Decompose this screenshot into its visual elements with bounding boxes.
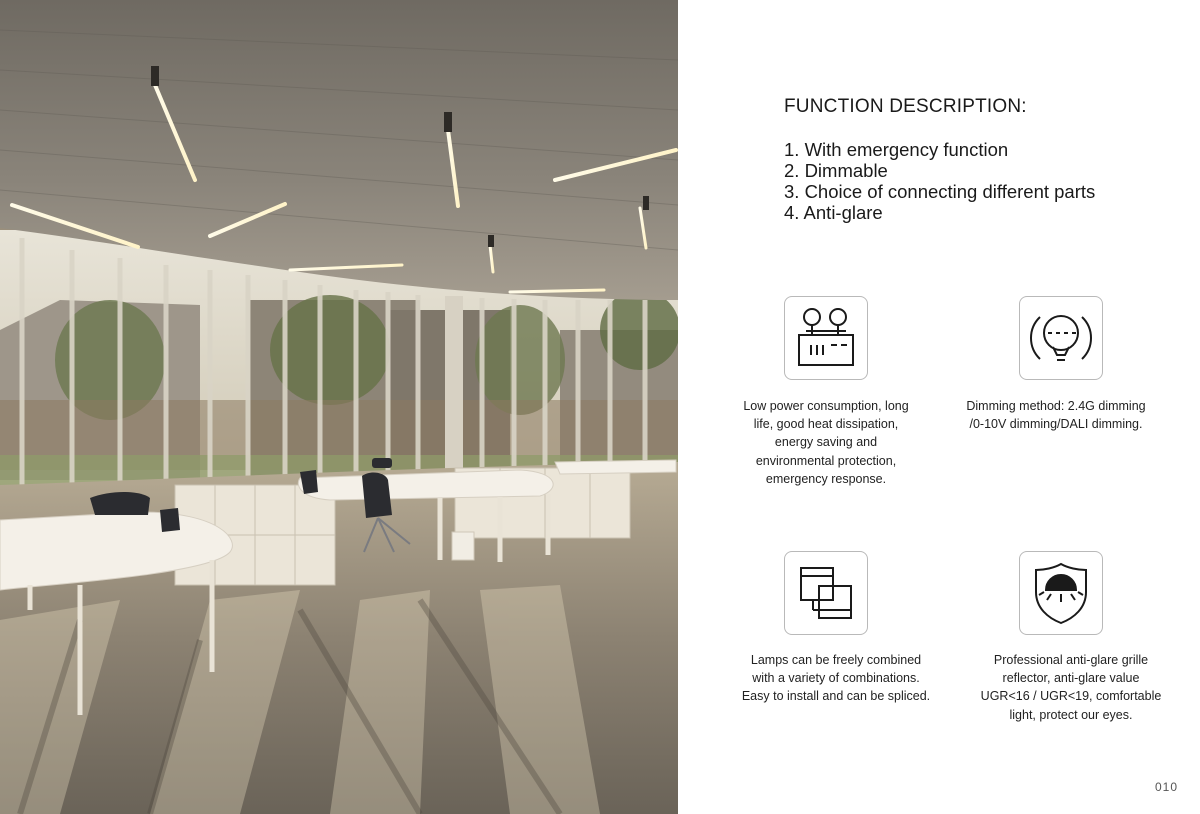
feature-description-combination bbox=[726, 651, 946, 706]
combination-blocks-icon bbox=[791, 558, 861, 628]
feature-card-anti-glare bbox=[1019, 551, 1103, 635]
dimming-bulb-icon bbox=[1026, 303, 1096, 373]
feature-line: with a variety of combinations. bbox=[752, 671, 920, 686]
page-number: 010 bbox=[1154, 780, 1178, 794]
feature-line: Low power consumption, long bbox=[743, 399, 909, 413]
function-list bbox=[784, 139, 1095, 223]
feature-line: emergency response. bbox=[765, 471, 887, 486]
feature-description-emergency bbox=[716, 397, 936, 488]
anti-glare-shield-icon bbox=[1026, 558, 1096, 628]
function-item: 4. Anti-glare bbox=[784, 202, 883, 223]
feature-line: light, protect our eyes. bbox=[1009, 707, 1133, 722]
function-item: 3. Choice of connecting different parts bbox=[784, 181, 1096, 202]
feature-description-dimming bbox=[946, 397, 1166, 433]
function-item: 1. With emergency function bbox=[784, 139, 1009, 160]
function-description-heading: FUNCTION DESCRIPTION: bbox=[784, 96, 1027, 117]
function-item: 2. Dimmable bbox=[784, 160, 888, 181]
feature-line: life, good heat dissipation, bbox=[753, 417, 899, 432]
feature-card-dimming bbox=[1019, 296, 1103, 380]
feature-line: Lamps can be freely combined bbox=[750, 653, 922, 667]
feature-card-combination bbox=[784, 551, 868, 635]
feature-line: energy saving and bbox=[774, 435, 878, 450]
emergency-light-icon bbox=[791, 303, 861, 373]
feature-line: Easy to install and can be spliced. bbox=[741, 689, 931, 704]
feature-line: Dimming method: 2.4G dimming bbox=[966, 399, 1146, 413]
feature-line: environmental protection, bbox=[755, 453, 897, 468]
feature-card-emergency bbox=[784, 296, 868, 380]
feature-line: reflector, anti-glare value bbox=[1002, 671, 1140, 686]
feature-line: UGR<16 / UGR<19, comfortable bbox=[980, 689, 1162, 704]
feature-line: /0-10V dimming/DALI dimming. bbox=[969, 417, 1143, 432]
feature-description-anti-glare bbox=[961, 651, 1181, 724]
feature-line: Professional anti-glare grille bbox=[993, 653, 1149, 667]
